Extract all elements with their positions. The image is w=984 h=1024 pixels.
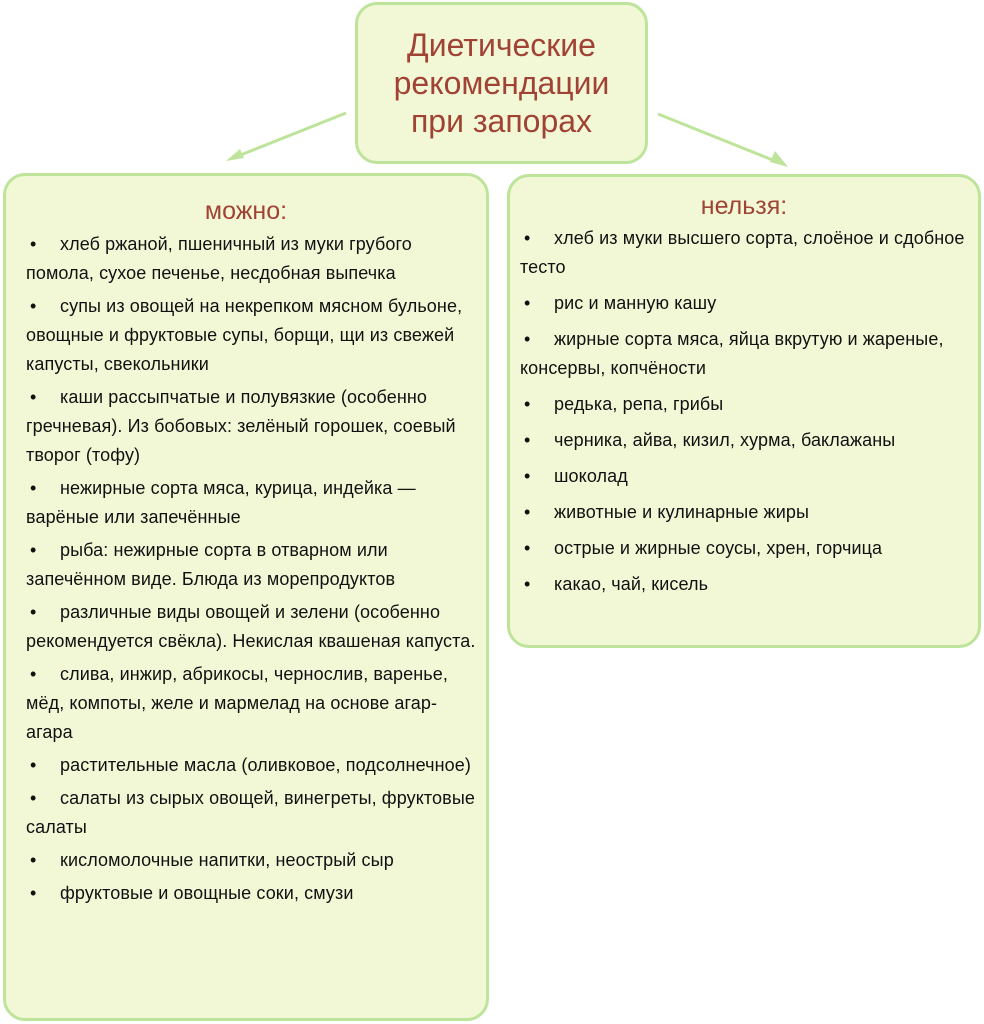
bullet: • [30,664,37,684]
bullet: • [524,394,531,414]
forbidden-box [507,174,981,648]
list-item: • какао, чай, кисель [520,570,970,599]
bullet: • [524,574,531,594]
bullet: • [524,329,531,349]
bullet: • [524,502,531,522]
arrow-to-forbidden [658,114,780,163]
bullet: • [30,540,37,560]
list-item: • жирные сорта мяса, яйца вкрутую и жареные, консервы, копчёности [520,325,970,383]
list-item: • супы из овощей на некрепком мясном бульоне, овощные и фруктовые супы, борщи, щи из свежей капусты, свекольники [26,292,478,379]
list-item: • растительные масла (оливковое, подсолнечное) [26,751,478,780]
list-item: • черника, айва, кизил, хурма, баклажаны [520,426,970,455]
allowed-list [6,230,486,908]
bullet: • [30,478,37,498]
list-item: • хлеб ржаной, пшеничный из муки грубого помола, сухое печенье, несдобная выпечка [26,230,478,288]
bullet: • [524,430,531,450]
bullet: • [30,755,37,775]
list-item: • животные и кулинарные жиры [520,498,970,527]
bullet: • [30,234,37,254]
list-item: • шоколад [520,462,970,491]
bullet: • [524,293,531,313]
list-item: • фруктовые и овощные соки, смузи [26,879,478,908]
forbidden-heading: нельзя: [700,192,788,220]
bullet: • [524,466,531,486]
title-box [355,2,648,164]
bullet: • [524,538,531,558]
allowed-heading: можно: [204,197,288,225]
bullet: • [30,883,37,903]
list-item: • хлеб из муки высшего сорта, слоёное и сдобное тесто [520,224,970,282]
bullet: • [30,788,37,808]
list-item: • каши рассыпчатые и полувязкие (особенно гречневая). Из бобовых: зелёный горошек, соевый творог (тофу) [26,383,478,470]
diagram-title: Диетические рекомендации при запорах [393,27,610,139]
allowed-box [3,173,489,1021]
list-item: • кисломолочные напитки, неострый сыр [26,846,478,875]
list-item: • рис и манную кашу [520,289,970,318]
arrow-head-forbidden [770,151,788,167]
bullet: • [30,850,37,870]
bullet: • [524,228,531,248]
bullet: • [30,602,37,622]
bullet: • [30,296,37,316]
list-item: • слива, инжир, абрикосы, чернослив, варенье, мёд, компоты, желе и мармелад на основе агар-агара [26,660,478,747]
arrow-to-allowed [233,113,346,158]
list-item: • острые и жирные соусы, хрен, горчица [520,534,970,563]
list-item: • рыба: нежирные сорта в отварном или запечённом виде. Блюда из морепродуктов [26,536,478,594]
forbidden-list [510,224,978,599]
arrow-head-allowed [226,149,244,161]
list-item: • различные виды овощей и зелени (особенно рекомендуется свёкла). Некислая квашеная капуста. [26,598,478,656]
list-item: • редька, репа, грибы [520,390,970,419]
bullet: • [30,387,37,407]
list-item: • салаты из сырых овощей, винегреты, фруктовые салаты [26,784,478,842]
list-item: • нежирные сорта мяса, курица, индейка — варёные или запечённые [26,474,478,532]
